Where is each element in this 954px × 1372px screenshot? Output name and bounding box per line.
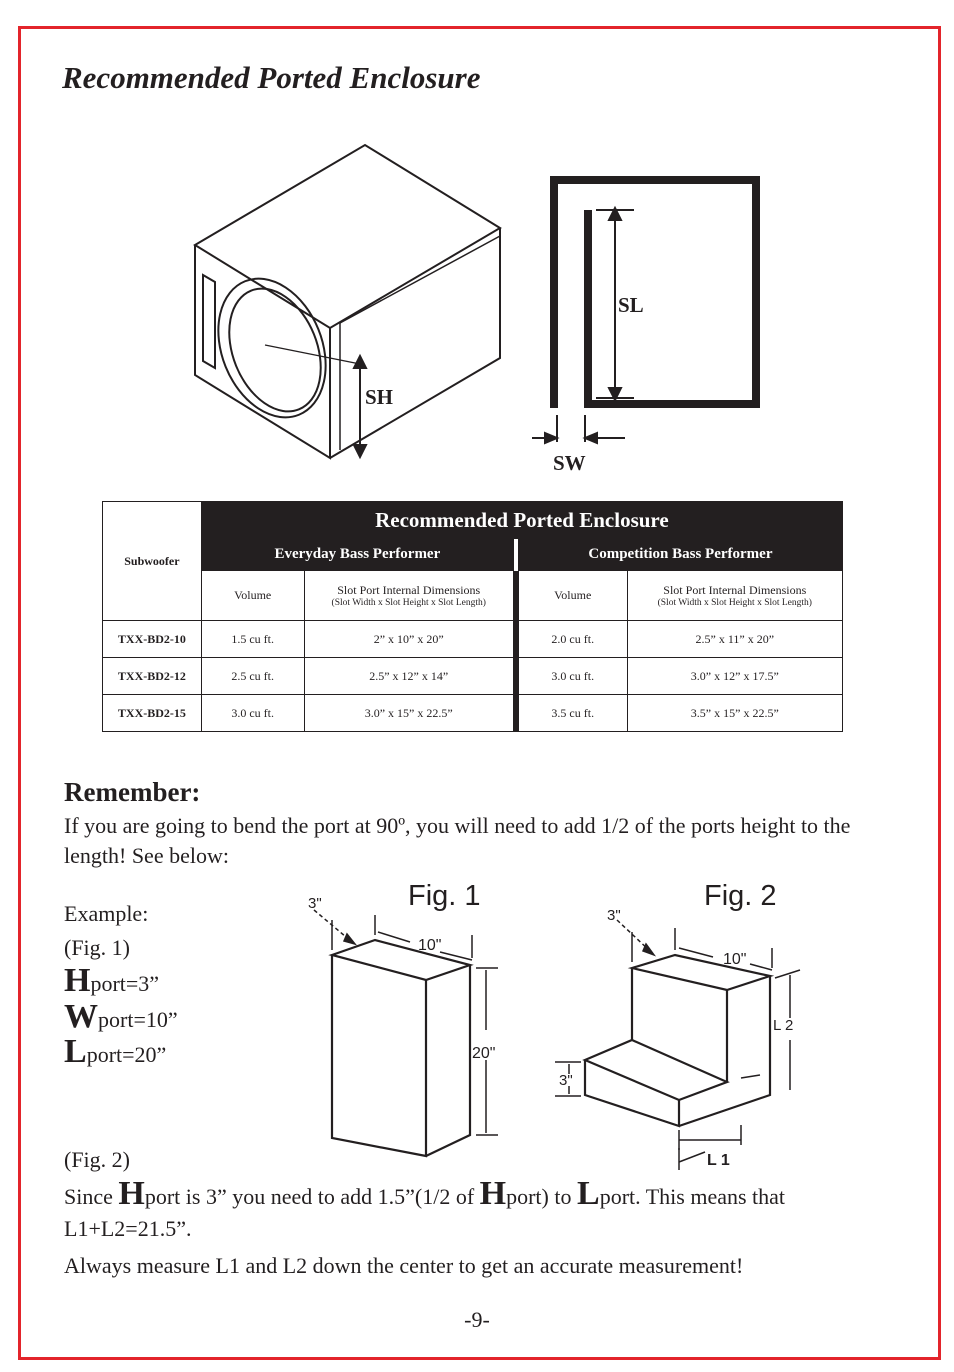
slot-dim-subtitle: (Slot Width x Slot Height x Slot Length)	[331, 598, 486, 608]
volume-header-2: Volume	[518, 571, 627, 621]
l-letter: L	[577, 1175, 600, 1212]
slot-dim-title: Slot Port Internal Dimensions	[337, 583, 481, 597]
enclosure-spec-table	[102, 501, 843, 732]
explanation-line1	[64, 1177, 924, 1212]
table-cell: 2.5” x 12” x 14”	[304, 658, 513, 695]
slot-port-diagram	[530, 170, 770, 450]
table-row	[103, 621, 843, 658]
fig2-dim-height: 3"	[607, 907, 621, 924]
competition-header: Competition Bass Performer	[518, 539, 842, 571]
table-row	[103, 658, 843, 695]
table-cell: 2” x 10” x 20”	[304, 621, 513, 658]
table-cell: 3.0 cu ft.	[518, 658, 627, 695]
fig2-dim-height2: 3"	[559, 1072, 573, 1089]
table-cell: 3.5” x 15” x 22.5”	[627, 695, 842, 732]
sw-label: SW	[553, 451, 586, 475]
table-cell: 3.0” x 15” x 22.5”	[304, 695, 513, 732]
enclosure-diagram	[190, 140, 520, 470]
fig1-port-diagram	[300, 890, 520, 1160]
sh-label: SH	[365, 385, 394, 409]
fig1-dim-width: 10"	[418, 937, 442, 954]
table-cell: 1.5 cu ft.	[201, 621, 304, 658]
example-label: Example:	[64, 901, 149, 926]
h-letter: H	[479, 1175, 507, 1212]
model-cell: TXX-BD2-12	[103, 658, 202, 695]
table-cell: 3.0” x 12” x 17.5”	[627, 658, 842, 695]
fig1-ref: (Fig. 1)	[64, 935, 130, 960]
sl-label: SL	[618, 293, 644, 317]
h-port-line	[64, 964, 159, 999]
fig2-dim-l2: L 2	[773, 1017, 794, 1034]
slot-dim-header-2	[627, 571, 842, 621]
fig1-dim-length: 20"	[472, 1045, 496, 1062]
slot-dim-subtitle: (Slot Width x Slot Height x Slot Length)	[657, 598, 812, 608]
explanation-text: port is 3” you need to add 1.5”(1/2 of	[144, 1184, 480, 1209]
h-letter: H	[64, 962, 91, 999]
table-main-header: Recommended Ported Enclosure	[201, 502, 842, 539]
fig2-dim-width: 10"	[723, 951, 747, 968]
slot-dim-header	[304, 571, 513, 621]
remember-text: If you are going to bend the port at 90º, you will need to add 1/2 of the ports height to the length! See below:	[64, 813, 851, 868]
volume-header: Volume	[201, 571, 304, 621]
remember-heading: Remember:	[64, 777, 201, 807]
table-cell: 2.5” x 11” x 20”	[627, 621, 842, 658]
table-row	[103, 695, 843, 732]
subwoofer-header: Subwoofer	[103, 502, 202, 621]
page-title: Recommended Ported Enclosure	[62, 60, 481, 95]
explanation-text: Since	[64, 1184, 119, 1209]
l-letter: L	[64, 1033, 87, 1070]
everyday-header: Everyday Bass Performer	[201, 539, 513, 571]
explanation-text: port. This means that	[599, 1184, 786, 1209]
fig2-port-diagram	[555, 900, 815, 1180]
table-cell: 3.0 cu ft.	[201, 695, 304, 732]
table-cell: 3.5 cu ft.	[518, 695, 627, 732]
fig2-label: Fig. 2	[704, 880, 777, 912]
fig2-ref: (Fig. 2)	[64, 1147, 130, 1172]
l-port-value: port=20”	[86, 1042, 167, 1067]
table-cell: 2.5 cu ft.	[201, 658, 304, 695]
explanation-line2: L1+L2=21.5”.	[64, 1216, 192, 1241]
w-port-line	[64, 1000, 178, 1035]
table-cell: 2.0 cu ft.	[518, 621, 627, 658]
h-port-value: port=3”	[90, 971, 160, 996]
slot-dim-title: Slot Port Internal Dimensions	[663, 583, 807, 597]
model-cell: TXX-BD2-15	[103, 695, 202, 732]
page-number: -9-	[464, 1307, 490, 1332]
model-cell: TXX-BD2-10	[103, 621, 202, 658]
w-port-value: port=10”	[98, 1007, 178, 1032]
l-port-line	[64, 1035, 166, 1070]
fig2-dim-l1: L 1	[707, 1152, 730, 1169]
h-letter: H	[118, 1175, 145, 1212]
fig1-dim-height: 3"	[308, 895, 322, 912]
explanation-line3: Always measure L1 and L2 down the center to get an accurate measurement!	[64, 1253, 744, 1278]
explanation-text: port) to	[506, 1184, 577, 1209]
fig1-label: Fig. 1	[408, 880, 481, 912]
w-letter: W	[64, 998, 98, 1035]
